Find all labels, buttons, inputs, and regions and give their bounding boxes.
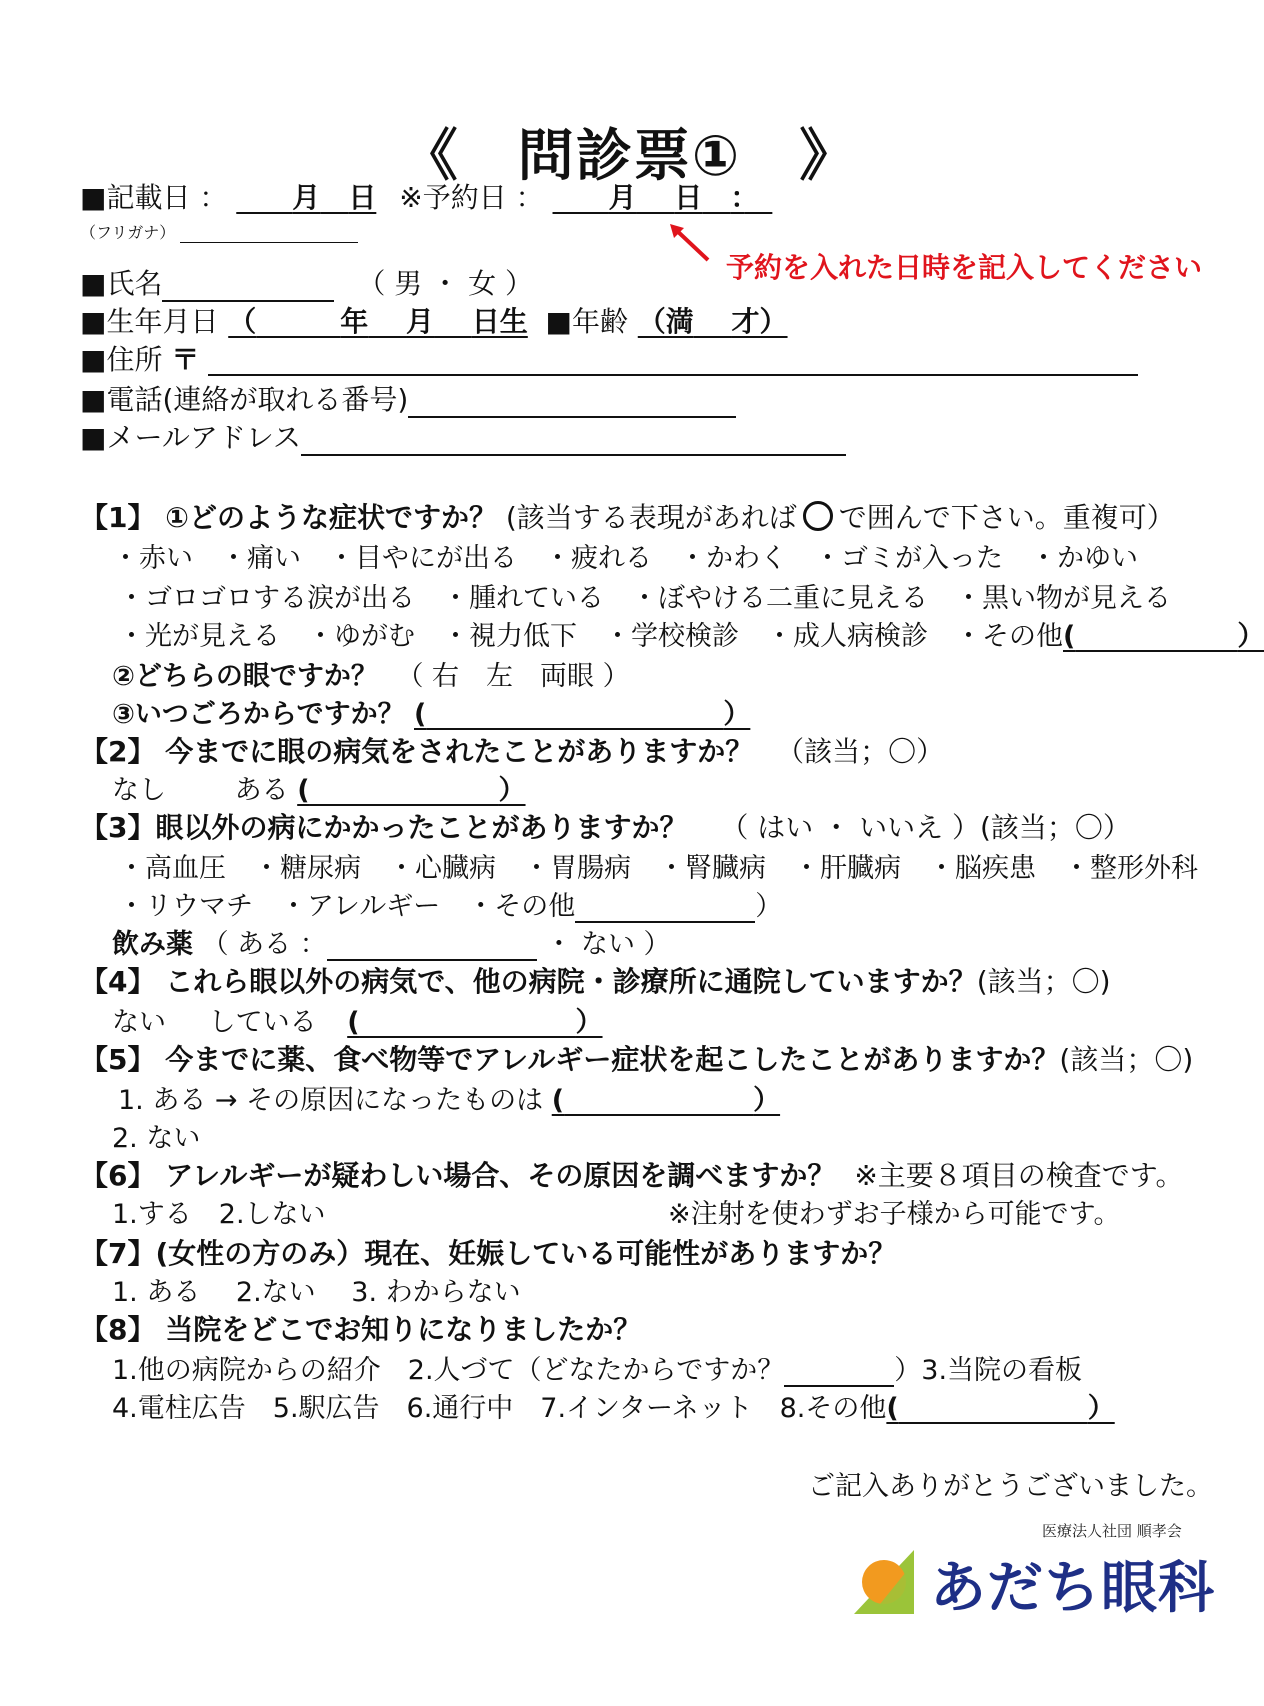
q8-options-b[interactable]: ）3.当院の看板 [894, 1355, 1083, 1386]
organization-name: 医療法人社団 順孝会 [1042, 1522, 1182, 1540]
q8-options-a[interactable]: 1.他の病院からの紹介 2.人づて（どなたからですか？ [112, 1355, 785, 1386]
age-label: ■年齢 [545, 305, 629, 338]
q2-answer-row [112, 768, 526, 807]
q6-heading [80, 1154, 1184, 1194]
q5-option1[interactable]: 1. ある → その原因になったものは [118, 1085, 544, 1116]
q1-eye-options[interactable]: （ 右 左 両眼 ） [396, 661, 630, 692]
q1-when-field[interactable]: ( ） [414, 699, 751, 730]
q5-heading [80, 1038, 1193, 1078]
q1-other-field[interactable]: ( ） [1063, 621, 1264, 652]
q7-options[interactable]: 1. ある 2.ない 3. わからない [112, 1277, 521, 1308]
q5-hint: (該当；〇) [1059, 1043, 1194, 1076]
birth-label: ■生年月日 [80, 305, 219, 338]
clinic-logo-icon [854, 1548, 918, 1614]
q3-options[interactable]: （ はい ・ いいえ ）(該当；〇） [720, 811, 1131, 844]
q2-heading [80, 730, 944, 770]
name-row [80, 262, 533, 302]
q3-medication-label: 飲み薬 [112, 929, 193, 960]
q8-row2 [112, 1386, 1115, 1425]
phone-label: ■電話(連絡が取れる番号) [80, 383, 409, 416]
q4-field[interactable]: ( ） [347, 1007, 603, 1038]
q6-note1: ※主要８項目の検査です。 [854, 1159, 1184, 1192]
q3-disease-row2 [118, 884, 782, 923]
q3-medication-yes[interactable]: （ ある ： [201, 929, 327, 960]
postal-icon: 〒 [171, 343, 200, 376]
q1-symptoms-row1[interactable]: ・赤い ・痛い ・目やにが出る ・疲れる ・かわく ・ゴミが入った ・かゆい [112, 543, 1138, 574]
q8-heading: 【8】 当院をどこでお知りになりましたか？ [80, 1313, 642, 1346]
q8-options-c[interactable]: 4.電柱広告 5.駅広告 6.通行中 7.インターネット 8.その他 [112, 1393, 887, 1424]
page-title: 《 問診票① 》 [401, 124, 858, 189]
q5-option2[interactable]: 2. ない [112, 1123, 201, 1154]
q5-title: 【5】 今までに薬、食べ物等でアレルギー症状を起こしたことがありますか？ [80, 1043, 1060, 1076]
q1-when-question: ③いつごろからですか？ [112, 699, 405, 730]
q6-title: 【6】 アレルギーが疑わしい場合、その原因を調べますか？ [80, 1159, 836, 1192]
q3-medication-field[interactable] [327, 929, 537, 961]
q3-disease-row2-text[interactable]: ・リウマチ ・アレルギー ・その他 [118, 891, 576, 922]
q4-answer-row [112, 1000, 603, 1039]
q2-hint: （該当；〇） [776, 735, 945, 768]
q4-no[interactable]: ない [112, 1007, 166, 1038]
address-row [80, 338, 199, 378]
phone-row [80, 378, 736, 418]
q1-hint-a: (該当する表現があれば [505, 501, 797, 534]
entry-date-field[interactable]: 月 日 [292, 181, 377, 214]
reserve-date-label: ※予約日 ： [399, 181, 544, 214]
email-field[interactable] [301, 424, 846, 456]
address-field[interactable] [208, 374, 1138, 376]
q3-other-close: ） [755, 891, 783, 922]
q8-row1 [112, 1348, 1082, 1387]
q7-heading: 【7】(女性の方のみ）現在、妊娠している可能性がありますか？ [80, 1237, 897, 1270]
q4-yes[interactable]: している [208, 1007, 317, 1038]
thanks-message: ご記入ありがとうございました。 [808, 1471, 1213, 1502]
q2-no[interactable]: なし [112, 775, 166, 806]
q2-title: 【2】 今までに眼の病気をされたことがありますか？ [80, 735, 754, 768]
name-label: ■氏名 [80, 267, 163, 300]
reserve-date-field[interactable]: 月 日 ： [608, 181, 745, 214]
name-field[interactable] [162, 270, 334, 302]
email-label: ■メールアドレス [80, 421, 302, 454]
circle-icon [803, 501, 833, 531]
q3-medication-no[interactable]: ・ ない ） [545, 929, 671, 960]
q3-title: 【3】眼以外の病にかかったことがありますか？ [80, 811, 688, 844]
arrow-icon [668, 222, 716, 266]
q3-medication-row [112, 922, 671, 961]
q1-hint-b: で囲んで下さい。重複可） [838, 501, 1175, 534]
reservation-note: 予約を入れた日時を記入してください [726, 251, 1203, 284]
q8-referrer-field[interactable] [784, 1355, 894, 1387]
q3-other-field[interactable] [575, 891, 755, 923]
birth-row [80, 300, 788, 340]
q5-option1-row [118, 1078, 780, 1117]
sex-options[interactable]: （ 男 ・ 女 ） [357, 267, 533, 300]
entry-date-label: ■記載日 ： [80, 181, 228, 214]
q1-symptoms-row2[interactable]: ・ゴロゴロする涙が出る ・腫れている ・ぼやける二重に見える ・黒い物が見える [118, 583, 1171, 614]
birth-field[interactable]: （ 年 月 日生 [228, 305, 528, 338]
furigana-field[interactable] [180, 226, 358, 243]
clinic-name-logo: あだち眼科 [930, 1556, 1215, 1621]
q2-yes[interactable]: ある [234, 775, 289, 806]
q6-note2: ※注射を使わずお子様から可能です。 [668, 1199, 1121, 1230]
q1-heading [80, 496, 1175, 536]
q1-symptoms-row3 [118, 614, 1264, 653]
age-field[interactable]: （満 才） [637, 305, 788, 338]
q1-when-row [112, 692, 750, 731]
q8-other-field[interactable]: ( ） [886, 1393, 1115, 1424]
entry-date-row [80, 176, 772, 216]
q1-symptoms-row3-text[interactable]: ・光が見える ・ゆがむ ・視力低下 ・学校検診 ・成人病検診 ・その他 [118, 621, 1063, 652]
q4-hint: (該当；〇) [976, 965, 1111, 998]
address-label: ■住所 [80, 343, 163, 376]
q1-eye-row [112, 654, 630, 693]
q1-eye-question: ②どちらの眼ですか？ [112, 661, 378, 692]
furigana-label: （フリガナ） [80, 223, 176, 242]
furigana-row [80, 220, 358, 243]
email-row [80, 416, 846, 456]
q2-field[interactable]: ( ） [297, 775, 526, 806]
q3-disease-row1[interactable]: ・高血圧 ・糖尿病 ・心臓病 ・胃腸病 ・腎臓病 ・肝臓病 ・脳疾患 ・整形外科 [118, 853, 1198, 884]
q4-heading [80, 960, 1111, 1000]
q1-title: 【1】 ①どのような症状ですか？ [80, 501, 497, 534]
q5-field[interactable]: ( ） [551, 1085, 781, 1116]
q4-title: 【4】 これら眼以外の病気で、他の病院・診療所に通院していますか？ [80, 965, 977, 998]
q6-options[interactable]: 1.する 2.しない [112, 1199, 326, 1230]
phone-field[interactable] [408, 386, 736, 418]
q3-heading [80, 806, 1131, 846]
